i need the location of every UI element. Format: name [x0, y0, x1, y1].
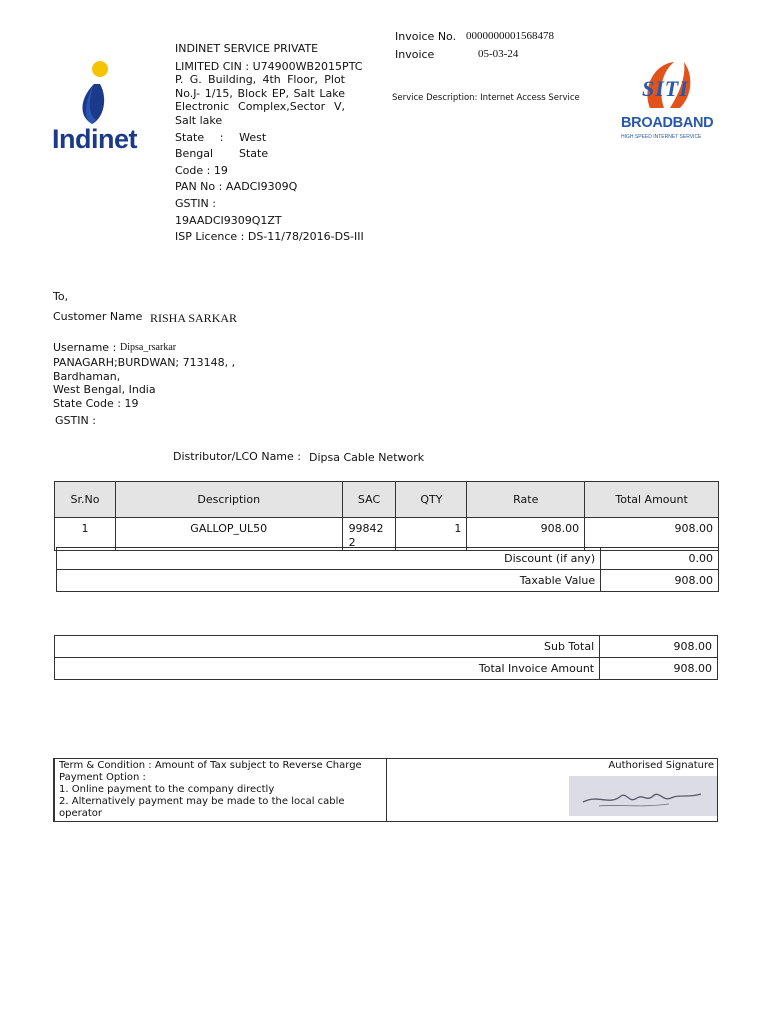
distributor-label: Distributor/LCO Name : — [173, 450, 301, 463]
company-gstin-label: GSTIN : — [175, 196, 216, 210]
customer-address-line1: PANAGARH;BURDWAN; 713148, , — [53, 356, 236, 369]
payment-option-1-text: Online payment to the company directly — [71, 784, 275, 795]
customer-address-line2: Bardhaman, — [53, 370, 121, 383]
payment-option-2-number: 2. — [59, 796, 69, 807]
company-address-line1: P. G. Building, 4th Floor, Plot — [175, 73, 345, 87]
taxable-label: Taxable Value — [57, 570, 601, 592]
username-label: Username : — [53, 341, 117, 354]
logo-dot — [92, 61, 108, 77]
company-state-code: Code : 19 — [175, 163, 228, 177]
terms-line2: Payment Option : — [59, 772, 146, 783]
terms-signature-box — [53, 758, 718, 822]
summary-table — [56, 547, 719, 592]
customer-gstin: GSTIN : — [55, 414, 96, 427]
indinet-wordmark: Indinet — [52, 124, 137, 154]
total-invoice-row — [55, 658, 718, 680]
cell-rate: 908.00 — [467, 518, 585, 551]
terms-line1: Term & Condition : Amount of Tax subject to Reverse Charge — [59, 760, 362, 771]
invoice-date-label: Invoice — [395, 48, 435, 61]
distributor-value: Dipsa Cable Network — [309, 451, 425, 464]
siti-text: SITI — [642, 76, 689, 101]
state-value-2: Bengal — [175, 147, 214, 161]
broadband-text: BROADBAND — [621, 115, 714, 131]
taxable-value: 908.00 — [601, 570, 719, 592]
totals-table — [54, 635, 718, 680]
company-state-row-2 — [175, 147, 345, 161]
discount-row — [57, 548, 719, 570]
cell-qty: 1 — [396, 518, 467, 551]
broadband-tagline: HIGH SPEED INTERNET SERVICE — [621, 134, 702, 140]
state-colon: : — [219, 130, 224, 144]
payment-option-1 — [59, 784, 386, 796]
company-address-line3: Electronic Complex,Sector V, — [175, 100, 345, 114]
header-qty: QTY — [396, 482, 467, 518]
cell-sac: 99842 2 — [342, 518, 396, 551]
cell-sr-no: 1 — [55, 518, 116, 551]
payment-option-1-number: 1. — [59, 784, 69, 795]
table-row — [55, 518, 719, 551]
discount-label: Discount (if any) — [57, 548, 601, 570]
subtotal-row — [55, 636, 718, 658]
service-description: Service Description: Internet Access Service — [392, 93, 580, 103]
items-table — [54, 481, 719, 551]
invoice-no-value: 0000000001568478 — [466, 30, 554, 42]
to-label: To, — [53, 290, 69, 303]
company-state-row — [175, 131, 345, 145]
subtotal-value: 908.00 — [600, 636, 718, 658]
header-rate: Rate — [467, 482, 585, 518]
signature-image — [569, 776, 717, 816]
payment-option-2 — [59, 796, 386, 820]
header-description: Description — [115, 482, 342, 518]
company-pan: PAN No : AADCI9309Q — [175, 180, 298, 194]
customer-address-line3: West Bengal, India — [53, 383, 156, 396]
header-sr-no: Sr.No — [55, 482, 116, 518]
items-header-row — [55, 482, 719, 518]
total-invoice-label: Total Invoice Amount — [55, 658, 600, 680]
header-sac: SAC — [342, 482, 396, 518]
total-invoice-value: 908.00 — [600, 658, 718, 680]
cell-total: 908.00 — [585, 518, 719, 551]
siti-broadband-logo — [618, 58, 718, 148]
taxable-row — [57, 570, 719, 592]
subtotal-label: Sub Total — [55, 636, 600, 658]
company-address-line2: No.J- 1/15, Block EP, Salt Lake — [175, 86, 345, 100]
state-value-1: West — [239, 130, 267, 144]
header-total-amount: Total Amount — [585, 482, 719, 518]
customer-state-code: State Code : 19 — [53, 397, 139, 410]
terms-conditions — [55, 759, 387, 821]
company-name-line1: INDINET SERVICE PRIVATE — [175, 42, 319, 55]
signature-area — [387, 759, 718, 821]
customer-name-label: Customer Name — [53, 310, 143, 323]
customer-name-value: RISHA SARKAR — [150, 311, 238, 325]
company-gstin-value: 19AADCI9309Q1ZT — [175, 213, 282, 227]
invoice-no-label: Invoice No. — [395, 30, 457, 43]
payment-option-2-text: Alternatively payment may be made to the local cable operator — [59, 796, 345, 819]
cell-description: GALLOP_UL50 — [115, 518, 342, 551]
company-isp-licence: ISP Licence : DS-11/78/2016-DS-III — [175, 230, 364, 244]
company-name-line2: LIMITED CIN : U74900WB2015PTC — [175, 59, 363, 73]
company-address-line4: Salt lake — [175, 113, 223, 127]
discount-value: 0.00 — [601, 548, 719, 570]
invoice-date-value: 05-03-24 — [478, 48, 519, 60]
authorised-signature-label: Authorised Signature — [608, 760, 714, 771]
username-value: Dipsa_rsarkar — [120, 342, 177, 353]
state-label: State — [175, 130, 205, 144]
state-label-2: State — [239, 147, 269, 161]
company-details — [175, 42, 364, 244]
